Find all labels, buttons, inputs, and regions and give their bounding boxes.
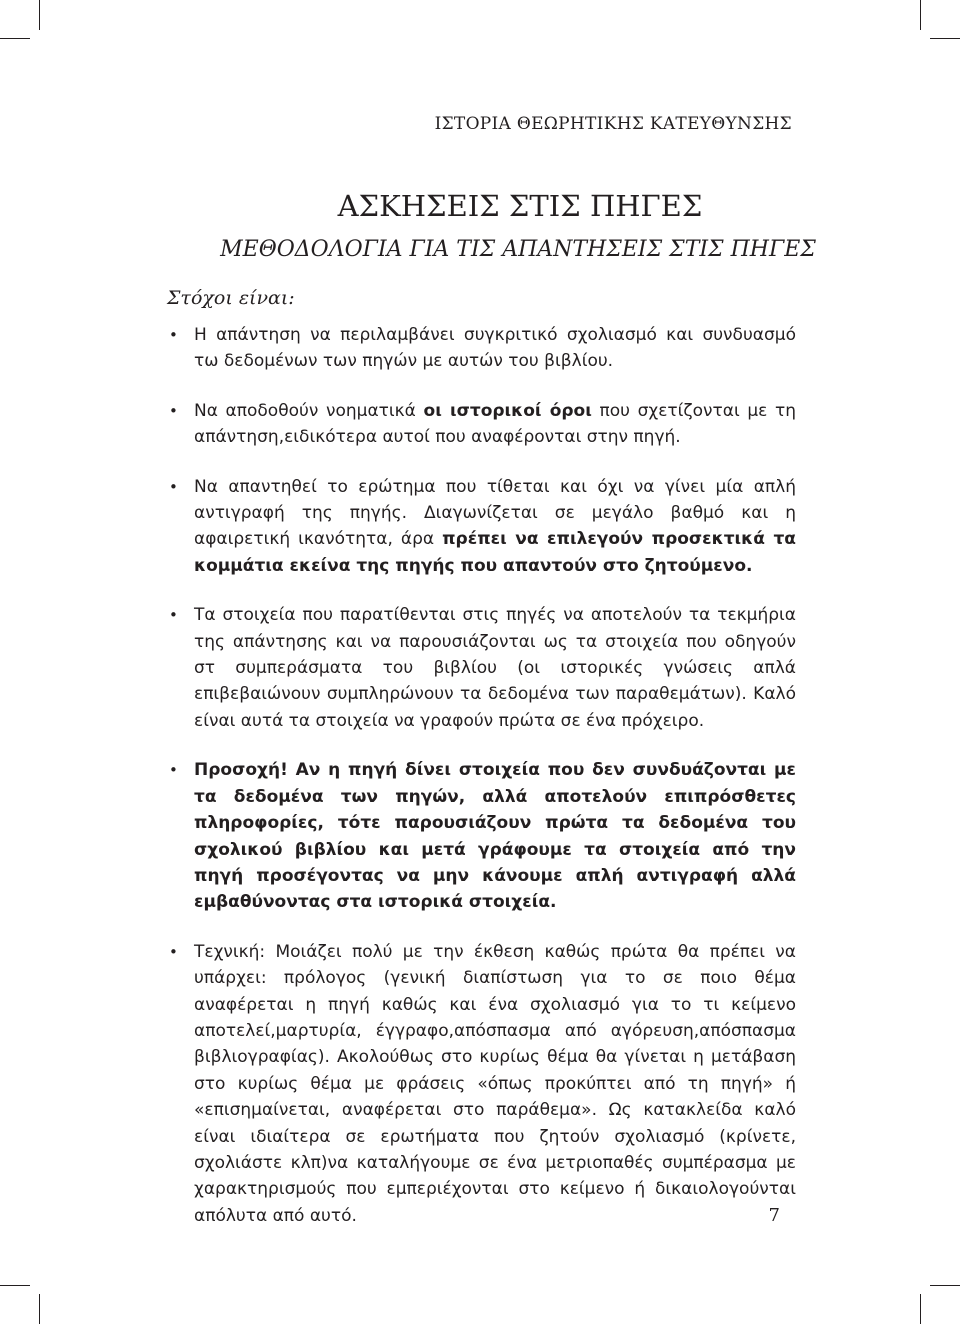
bullet-icon: •: [169, 606, 178, 625]
list-item: [166, 322, 796, 375]
bullet-icon: •: [169, 326, 178, 344]
list-item: [166, 398, 796, 451]
goals-list: [166, 322, 796, 1252]
crop-mark-top-left-v: [39, 0, 40, 30]
bullet-icon: •: [169, 477, 178, 496]
list-item-emphasis: οι ιστορικοί όροι: [423, 400, 592, 421]
list-item-text: Η απάντηση να περιλαμβάνει συγκριτικό σχολιασμό και συνδυασμό τω δεδομένων των πηγών με αυτών του βιβλίου.: [194, 325, 796, 372]
running-header: ΙΣΤΟΡΙΑ ΘΕΩΡΗΤΙΚΗΣ ΚΑΤΕΥΘΥΝΣΗΣ: [434, 114, 792, 134]
crop-mark-bottom-left-h: [0, 1285, 30, 1286]
goals-label: Στόχοι είναι:: [167, 287, 295, 309]
list-item-text: Τα στοιχεία που παρατίθενται στις πηγές να αποτελούν τα τεκμήρια της απάντησης και να παρουσιάζονται ως τα στοιχεία που οδηγούν στ συμπεράσματα του βιβλίου (οι ιστορικές γνώσεις απλά επιβεβαιώνουν συμπληρώνουν τα δεδομένα των παραθεμάτων). Καλό είναι αυτά τα στοιχεία να γραφούν πρώτα σε ένα πρόχειρο.: [194, 605, 796, 731]
bullet-icon: •: [169, 401, 178, 420]
page-subtitle-text: ΜΕΘΟΔΟΛΟΓΙΑ ΓΙΑ ΤΙΣ ΑΠΑΝΤΗΣΕΙΣ ΣΤΙΣ ΠΗΓΕΣ: [220, 237, 816, 262]
page-title-text: ΑΣΚΗΣΕΙΣ ΣΤΙΣ ΠΗΓΕΣ: [337, 189, 703, 223]
bullet-icon: •: [169, 942, 178, 961]
list-item-emphasis: Προσοχή! Αν η πηγή δίνει στοιχεία που δεν συνδυάζονται με τα δεδομένα των πηγών, αλλά αποτελούν επιπρόσθετες πληροφορίες, τότε παρουσιάζουν πρώτα τα δεδομένα του σχολικού βιβλίου και μετά γράφουμε τα στοιχεία από την πηγή προσέγοντας να μην κάνουμε απλή αντιγραφή αλλά εμβαθύνοντας στα ιστορικά στοιχεία.: [194, 760, 796, 913]
crop-mark-bottom-right-v: [920, 1294, 921, 1324]
crop-mark-top-left-h: [0, 38, 30, 39]
list-item: [166, 757, 796, 915]
list-item-text: Να αποδοθούν νοηματικά: [194, 400, 424, 421]
list-item-emphasis: πρέπει να επιλεγούν προσεκτικά τα κομμάτια εκείνα της πηγής που απαντούν στο ζητούμενο.: [194, 529, 796, 576]
page-number: 7: [768, 1205, 780, 1226]
crop-mark-top-right-h: [930, 38, 960, 39]
page-subtitle: [0, 237, 960, 262]
crop-mark-bottom-left-v: [39, 1294, 40, 1324]
list-item-text: Τεχνική: Μοιάζει πολύ με την έκθεση καθώς πρώτα θα πρέπει να υπάρχει: πρόλογος (γενική διαπίστωση για το σε ποιο θέμα αναφέρεται η πηγή καθώς και ένα σχολιασμό για το τι κείμενο αποτελεί,μαρτυρία, έγγραφο,απόσπασμα από αγόρευση,απόσπασμα βιβλιογραφίας). Ακολούθως στο κυρίως θέμα θα γίνεται η μετάβαση στο κυρίως θέμα με φράσεις «όπως προκύπτει από τη πηγή» ή «επισημαίνεται, αναφέρεται στο παράθεμα». Ως κατακλείδα καλό είναι ιδιαίτερα σε ερωτήματα που ζητούν σχολιασμό (κρίνετε, σχολιάστε κλπ)να καταλήγουμε σε ένα μετριοπαθές συμπέρασμα με χαρακτηρισμούς που εμπεριέχονται στο κείμενο ή δικαιολογούνται απόλυτα από αυτό.: [194, 941, 796, 1226]
list-item-text: Να απαντηθεί το ερώτημα που τίθεται και όχι να γίνει μία απλή αντιγραφή της πηγής. Διαγωνίζεται σε μεγάλο βαθμό και η αφαιρετική ικανότητα, άρα: [194, 476, 796, 550]
list-item: [166, 602, 796, 734]
crop-mark-bottom-right-h: [930, 1285, 960, 1286]
page-title: [0, 189, 960, 223]
list-item: [166, 474, 796, 580]
list-item-text: που σχετίζονται με τη απάντηση,ειδικότερα αυτοί που αναφέρονται στην πηγή.: [194, 400, 796, 448]
crop-mark-top-right-v: [920, 0, 921, 30]
list-item: [166, 939, 796, 1229]
bullet-icon: •: [169, 761, 178, 780]
